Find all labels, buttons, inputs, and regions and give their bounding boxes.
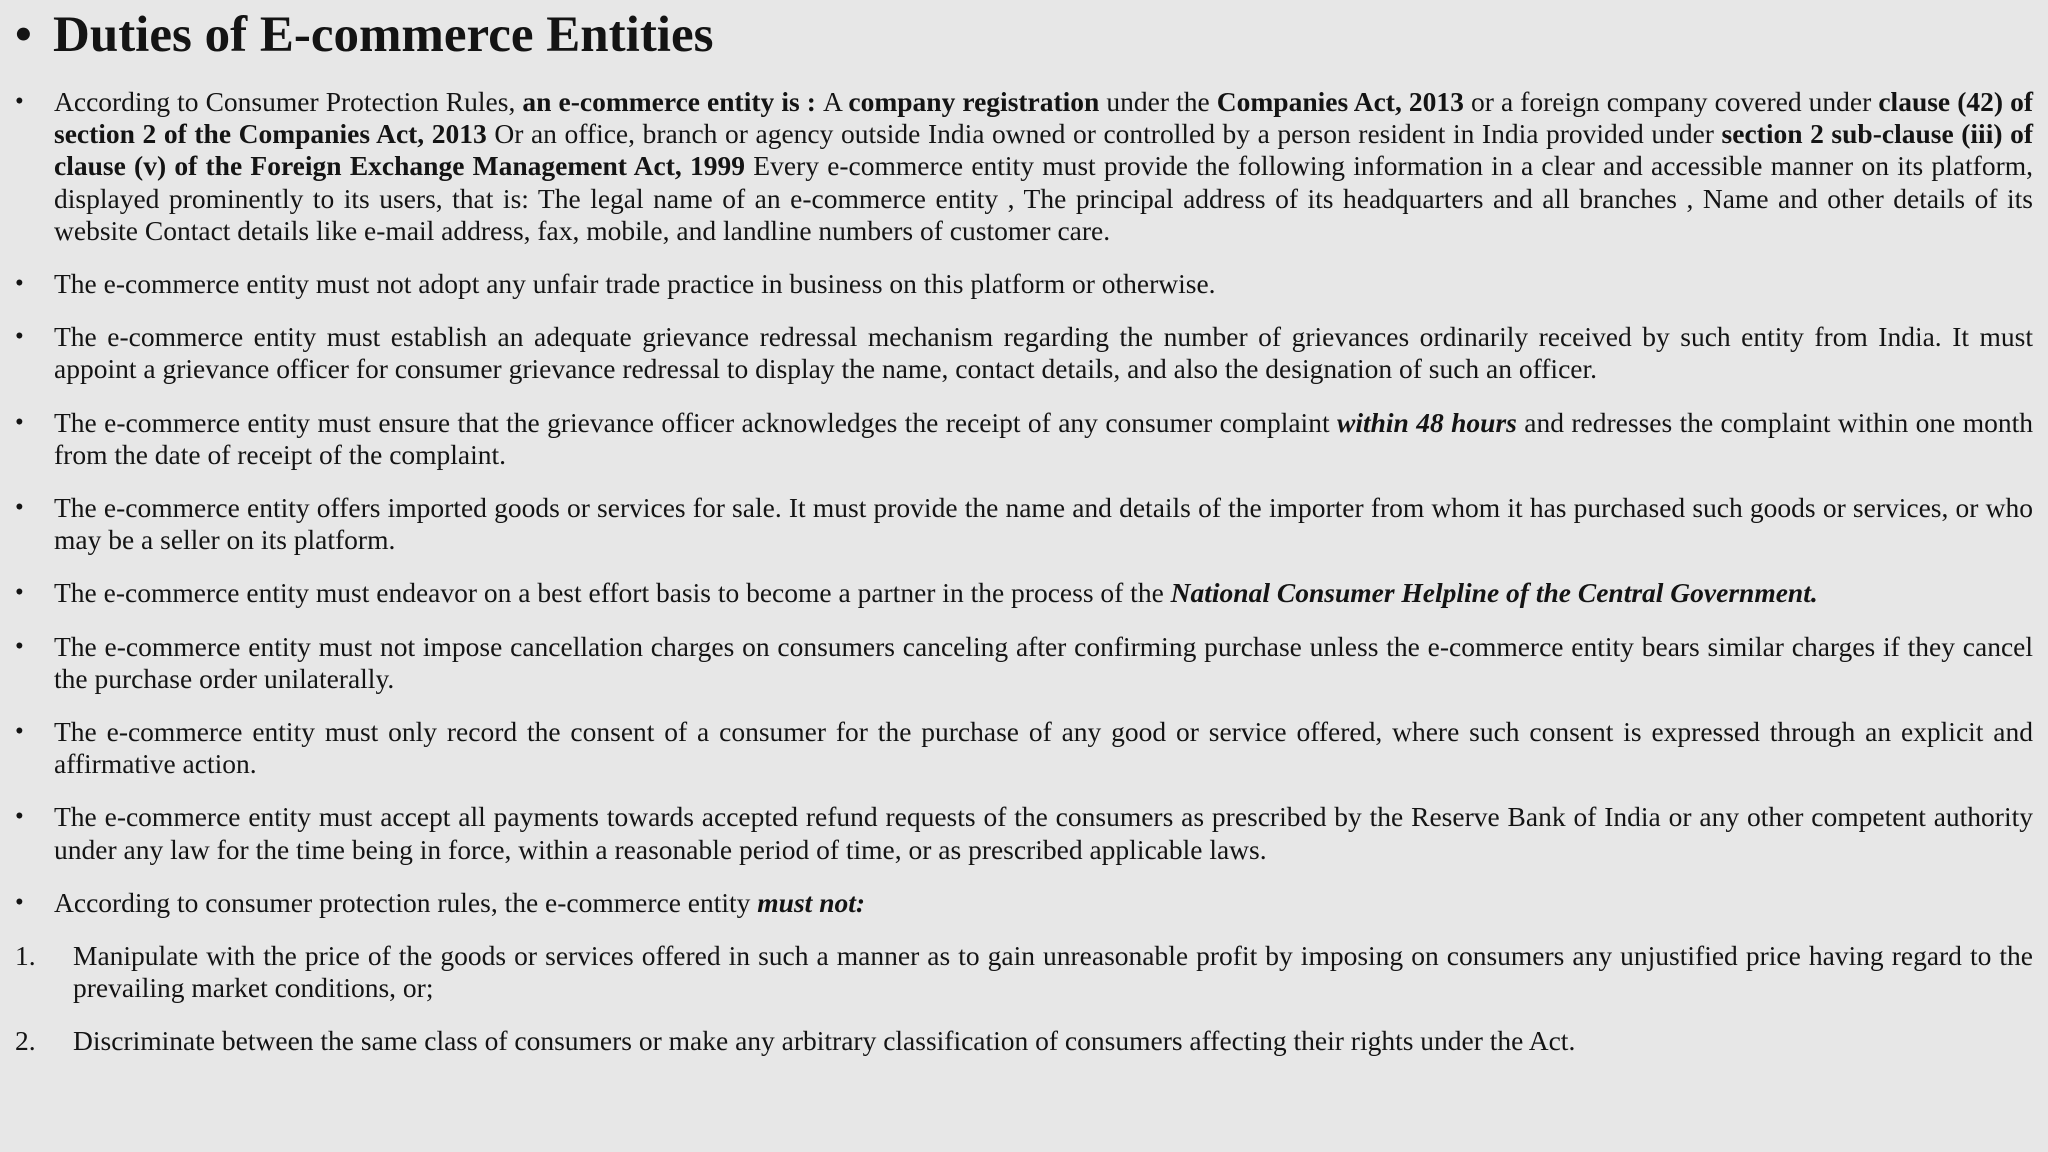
text-run: The e-commerce entity must ensure that the grievance officer acknowledges the receipt of any consumer complaint — [54, 406, 1337, 438]
bullet: • — [15, 270, 24, 298]
item-text: The e-commerce entity must not impose cancellation charges on consumers canceling after confirming purchase unless the e-commerce entity bears similar charges if they cancel the purchase order unilaterally. — [54, 630, 2033, 694]
item-text — [54, 407, 2033, 471]
list-item — [15, 577, 2033, 609]
text-run: under the — [1099, 86, 1217, 117]
bullet: • — [15, 803, 24, 831]
bold-italic-run: must not: — [757, 886, 866, 918]
title-row — [15, 0, 2033, 86]
list-item — [15, 407, 2033, 471]
list-item — [15, 492, 2033, 556]
bullet: • — [15, 579, 24, 607]
bullet: • — [15, 888, 24, 916]
title-bullet: • — [15, 8, 32, 61]
bold-run: Companies Act, 2013 — [1216, 86, 1464, 117]
item-text: Manipulate with the price of the goods or services offered in such a manner as to gain unreasonable profit by imposing on consumers any unjustified price having regard to the prevailing market conditions, or; — [73, 940, 2033, 1004]
bold-italic-run: National Consumer Helpline of the Central Government. — [1170, 577, 1818, 609]
bullet: • — [15, 718, 24, 746]
item-text: The e-commerce entity must accept all payments towards accepted refund requests of the consumers as prescribed by the Reserve Bank of India or any other competent authority under any law for the time being in force, within a reasonable period of time, or as prescribed applicable laws. — [54, 801, 2033, 865]
list-item — [15, 268, 2033, 300]
item-text — [54, 577, 2033, 609]
bold-run: clause (42) of section 2 of the Companies Act, 2013 — [54, 86, 2033, 150]
bold-italic-run: within 48 hours — [1337, 406, 1517, 438]
list-item — [15, 86, 2033, 247]
list-item — [15, 716, 2033, 780]
item-text: The e-commerce entity must not adopt any unfair trade practice in business on this platform or otherwise. — [54, 268, 1216, 300]
bullet: • — [15, 494, 24, 522]
item-text — [54, 86, 2033, 247]
text-run: According to consumer protection rules, the e-commerce entity — [54, 886, 758, 918]
bullet: • — [15, 408, 24, 436]
item-text: Discriminate between the same class of consumers or make any arbitrary classification of consumers affecting their rights under the Act. — [73, 1025, 1576, 1057]
text-run: Every e-commerce entity must provide the following information in a clear and accessible manner on its platform, displayed prominently to its users, that is: The legal name of an e-commerce entity , The principal address of its headquarters and all branches , Name and other details of its website Contact details like e-mail address, fax, mobile, and landline numbers of customer care. — [54, 150, 2033, 246]
bullet: • — [15, 323, 24, 351]
numbered-item — [15, 940, 2033, 1004]
bold-run: section 2 sub-clause (iii) of clause (v) of the Foreign Exchange Management Act, 1999 — [54, 118, 2033, 182]
list-item — [15, 887, 2033, 919]
text-run: and redresses the complaint within one month from the date of receipt of the complaint. — [54, 406, 2033, 470]
list-item — [15, 321, 2033, 385]
text-run: According to Consumer Protection Rules, — [54, 86, 523, 117]
item-text: The e-commerce entity must establish an adequate grievance redressal mechanism regarding the number of grievances ordinarily received by such entity from India. It must appoint a grievance officer for consumer grievance redressal to display the name, contact details, and also the designation of such an officer. — [54, 321, 2033, 385]
item-text — [54, 887, 2033, 919]
text-run: A — [822, 86, 849, 117]
slide-title: Duties of E-commerce Entities — [53, 7, 714, 63]
bold-run: company registration — [848, 86, 1100, 117]
bullet: • — [15, 88, 24, 115]
item-text: The e-commerce entity offers imported goods or services for sale. It must provide the name and details of the importer from whom it has purchased such goods or services, or who may be a seller on its platform. — [54, 492, 2033, 556]
item-number: 2. — [15, 1025, 36, 1057]
list-item — [15, 631, 2033, 695]
item-text: The e-commerce entity must only record the consent of a consumer for the purchase of any good or service offered, where such consent is expressed through an explicit and affirmative action. — [54, 716, 2033, 780]
text-run: Or an office, branch or agency outside India owned or controlled by a person resident in India provided under — [486, 118, 1722, 150]
text-run: or a foreign company covered under — [1463, 86, 1879, 117]
list-item — [15, 801, 2033, 865]
bullet: • — [15, 632, 24, 660]
numbered-item — [15, 1025, 2033, 1057]
bold-run: an e-commerce entity is : — [522, 86, 823, 117]
item-number: 1. — [15, 940, 36, 972]
duties-list — [15, 86, 2033, 1058]
text-run: The e-commerce entity must endeavor on a best effort basis to become a partner in the process of the — [54, 577, 1171, 609]
